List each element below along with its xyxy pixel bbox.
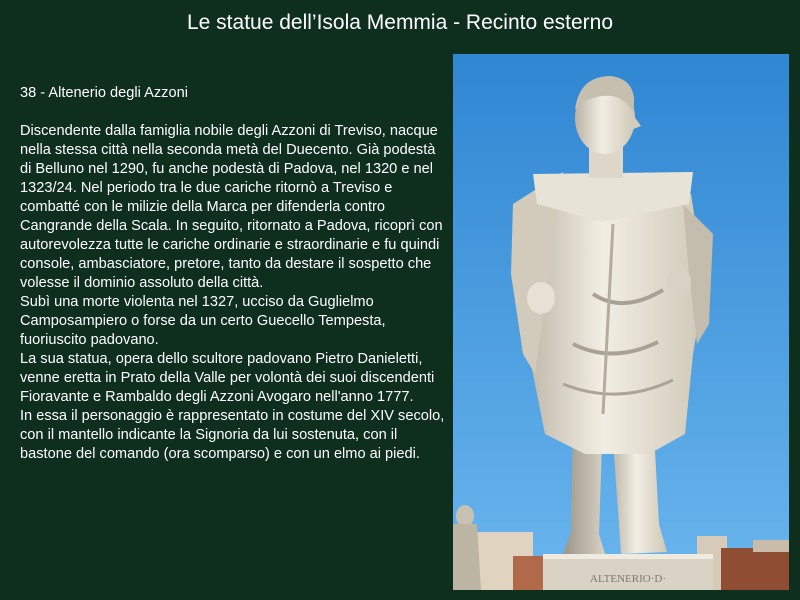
entry-text-block (20, 84, 450, 464)
statue-plinth (543, 554, 713, 590)
biography-paragraph-3: La sua statua, opera dello scultore padovano Pietro Danieletti, venne eretta in Prato della Valle per volontà dei suoi discendenti Fioravante e Rambaldo degli Azzoni Avogaro nell'anno 1777. (20, 351, 435, 405)
plinth-inscription: ALTENERIO·D· (590, 573, 666, 585)
statue-heading: 38 - Altenerio degli Azzoni (20, 85, 188, 101)
biography-paragraph-1: Discendente dalla famiglia nobile degli Azzoni di Treviso, nacque nella stessa città nella seconda metà del Duecento. Già podestà di Belluno nel 1290, fu anche podestà di Padova, nel 1320 e nel 1323/24. Nel periodo tra le due cariche ritornò a Treviso e combatté con le milizie della Marca per difenderla contro Cangrande della Scala. In seguito, ritornato a Padova, ricoprì con autorevolezza tutte le cariche ordinarie e straordinarie e fu quindi console, ambasciatore, pretore, tanto da destare il sospetto che volesse il dominio assoluto della città. (20, 123, 443, 291)
biography-paragraph-4: In essa il personaggio è rappresentato in costume del XIV secolo, con il mantello indicante la Signoria da lui sostenuta, con il bastone del comando (ora scomparso) e con un elmo ai piedi. (20, 408, 445, 462)
biography-paragraph-2: Subì una morte violenta nel 1327, ucciso da Guglielmo Camposampiero o forse da un certo Guecello Tempesta, fuoriuscito padovano. (20, 294, 386, 348)
statue-photo (453, 54, 789, 590)
slide-title: Le statue dell’Isola Memmia - Recinto esterno (186, 11, 614, 34)
